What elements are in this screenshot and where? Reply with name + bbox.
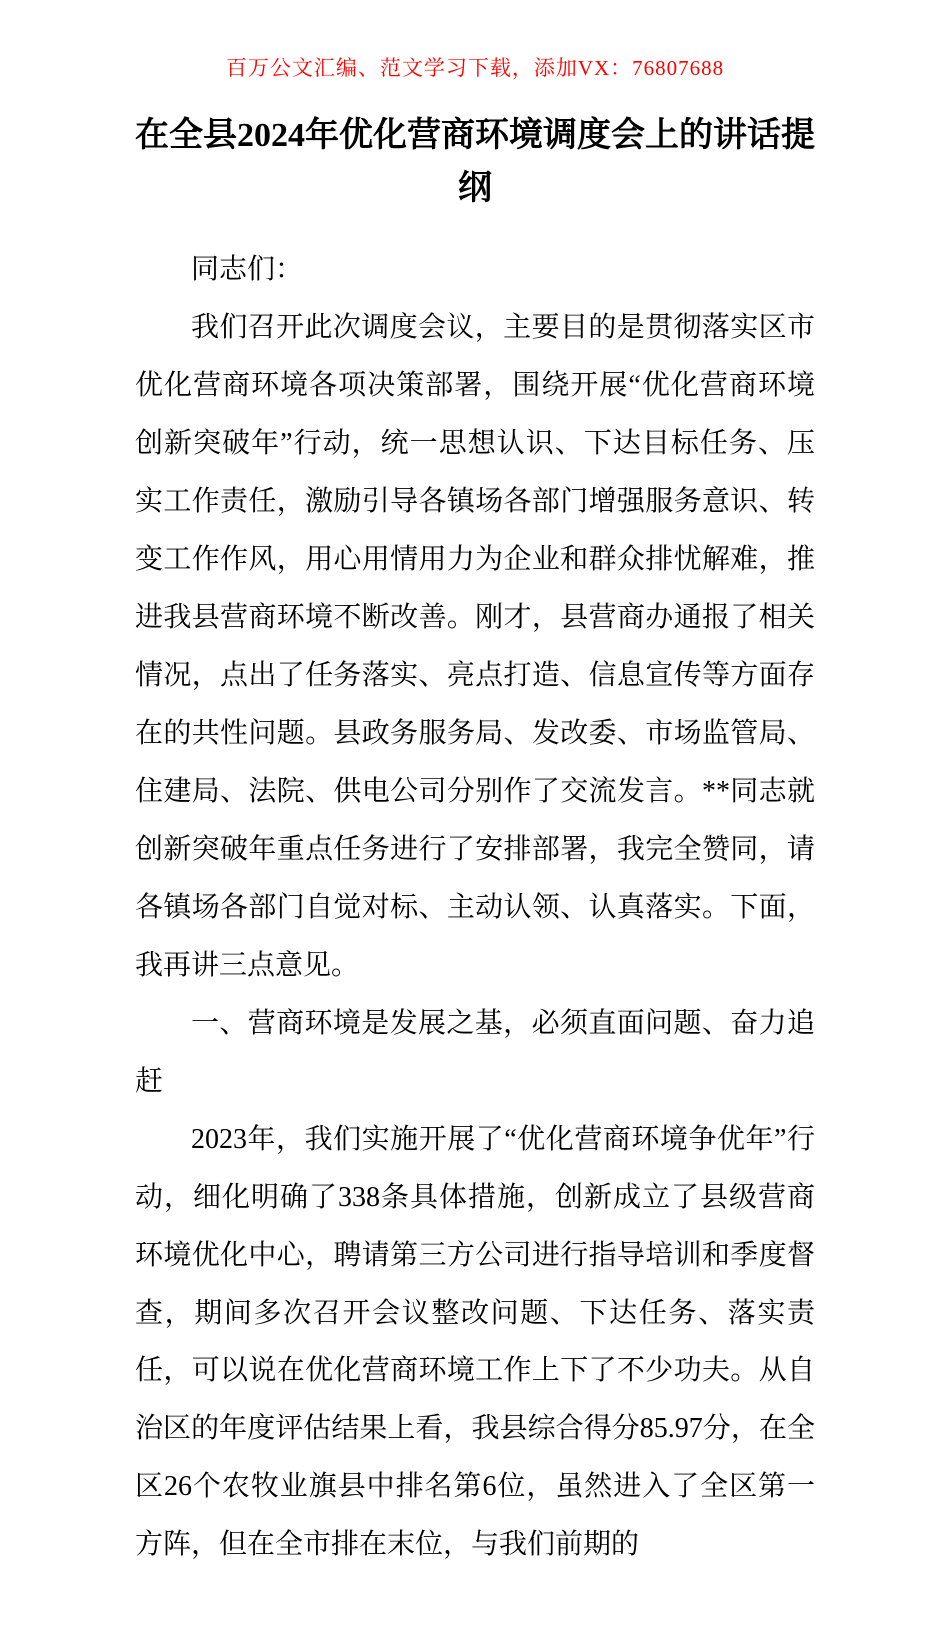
paragraph-salutation: 同志们：	[191, 254, 304, 286]
paragraph-intro: 我们召开此次调度会议，主要目的是贯彻落实区市优化营商环境各项决策部署，围绕开展“优化营商环境创新突破年”行动，统一思想认识、下达目标任务、压实工作责任，激励引导各镇场各部门增强服务意识、转变工作作风，用心用情用力为企业和群众排忧解难，推进我县营商环境不断改善。刚才，县营商办通报了相关情况，点出了任务落实、亮点打造、信息宣传等方面存在的共性问题。县政务服务局、发改委、市场监管局、住建局、法院、供电公司分别作了交流发言。**同志就创新突破年重点任务进行了安排部署，我完全赞同，请各镇场各部门自觉对标、主动认领、认真落实。下面，我再讲三点意见。	[135, 312, 815, 981]
document-title: 在全县2024年优化营商环境调度会上的讲话提纲	[135, 117, 815, 207]
section-heading-one: 一、营商环境是发展之基，必须直面问题、奋力追赶	[135, 1007, 815, 1097]
document-body	[135, 241, 815, 1574]
promo-header-text: 百万公文汇编、范文学习下载，添加VX：76807688	[225, 56, 725, 80]
paragraph-section-one-body: 2023年，我们实施开展了“优化营商环境争优年”行动，细化明确了338条具体措施，创新成立了县级营商环境优化中心，聘请第三方公司进行指导培训和季度督查，期间多次召开会议整改问题、下达任务、落实责任，可以说在优化营商环境工作上下了不少功夫。从自治区的年度评估结果上看，我县综合得分85.97分，在全区26个农牧业旗县中排名第6位，虽然进入了全区第一方阵，但在全市排在末位，与我们前期的	[135, 1123, 815, 1561]
